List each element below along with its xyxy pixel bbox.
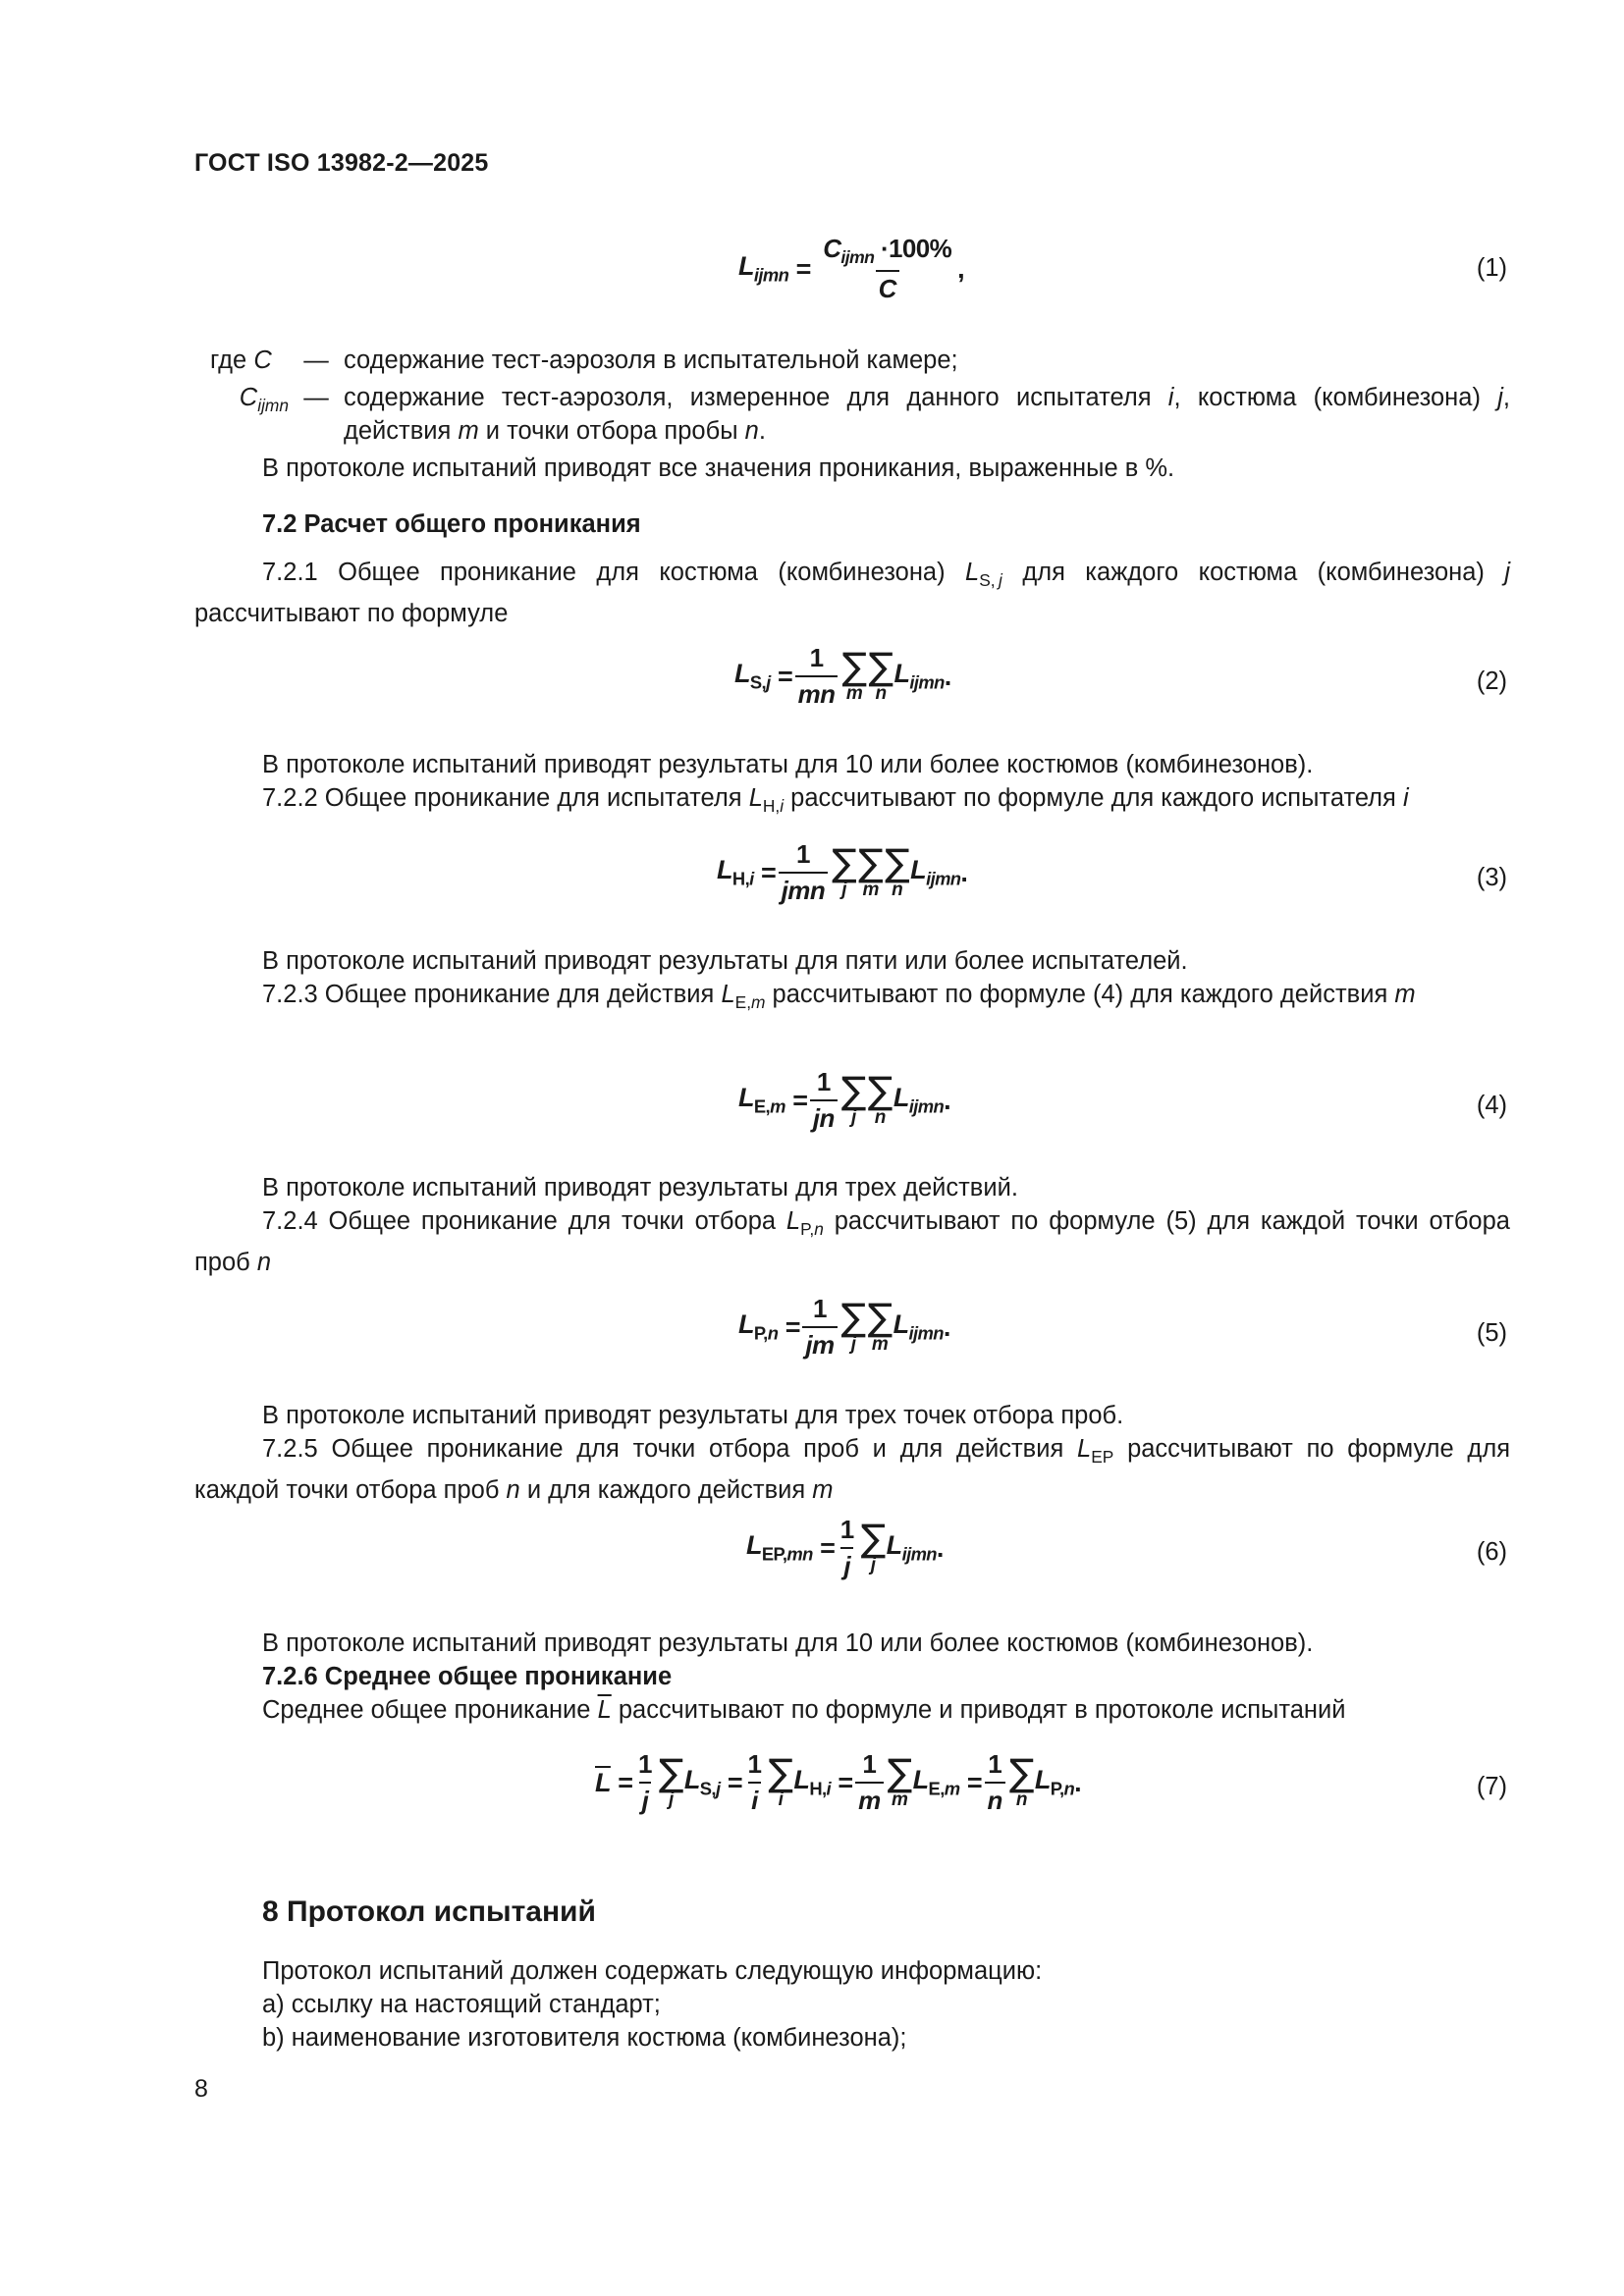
list-item-a: a) ссылку на настоящий стандарт; bbox=[262, 1991, 661, 2018]
definition-dash: — bbox=[303, 384, 329, 411]
section-8-title: 8 Протокол испытаний bbox=[262, 1896, 596, 1928]
section-7-2-title: 7.2 Расчет общего проникания bbox=[262, 510, 641, 538]
report-7-2-5: В протоколе испытаний приводят результаты для 10 или более костюмов (комбинезонов). bbox=[262, 1629, 1314, 1657]
equation-number-2: (2) bbox=[1476, 667, 1507, 695]
report-7-2-4: В протоколе испытаний приводят результаты для трех точек отбора проб. bbox=[262, 1402, 1124, 1429]
equation-number-1: (1) bbox=[1476, 254, 1507, 282]
paragraph-7-2-5: 7.2.5 Общее проникание для точки отбора проб и для действия $L_{EP}$ рассчитывают по формуле для каждой точки отбора проб n и для каждого действия m bbox=[194, 1435, 1511, 1505]
formula-4: $L_{E,m}$ = $\frac{1}{jn}$ ∑ j ∑ n $L_{ijmn}$ . bbox=[738, 1067, 950, 1133]
definition-c: где C — содержание тест-аэрозоля в испытательной камере; bbox=[194, 344, 1510, 377]
formula-1: $L_{ijmn}$ = $\frac{C_{ijmn} \cdot 100\%}{C}$ , bbox=[738, 234, 965, 304]
definitions-block bbox=[194, 344, 1510, 448]
formula-6: $L_{EP,mn}$ = $\frac{1}{j}$ ∑ j $L_{ijmn}$ . bbox=[746, 1515, 944, 1580]
list-item-b: b) наименование изготовителя костюма (комбинезона); bbox=[262, 2024, 907, 2052]
paragraph-7-2-3: 7.2.3 Общее проникание для действия $L_{E,m}$ рассчитывают по формуле (4) для каждого действия m bbox=[262, 981, 1416, 1013]
equation-number-5: (5) bbox=[1476, 1319, 1507, 1347]
where-word: где bbox=[210, 347, 247, 374]
report-7-2-2: В протоколе испытаний приводят результаты для пяти или более испытателей. bbox=[262, 947, 1188, 975]
paragraph-7-2-4: 7.2.4 Общее проникание для точки отбора $L_{P,n}$ рассчитывают по формуле (5) для каждой точки отбора проб n bbox=[194, 1207, 1510, 1277]
report-all-values: В протоколе испытаний приводят все значения проникания, выраженные в %. bbox=[262, 454, 1175, 482]
definition-cijmn: $C_{ijmn}$ — содержание тест-аэрозоля, измеренное для данного испытателя i, костюма (комбинезона) j, действия m и точки отбора пробы n. bbox=[194, 381, 1510, 448]
definition-cijmn-text: содержание тест-аэрозоля, измеренное для данного испытателя i, костюма (комбинезона) j, действия m и точки отбора пробы n. bbox=[344, 384, 1510, 445]
report-7-2-1: В протоколе испытаний приводят результаты для 10 или более костюмов (комбинезонов). bbox=[262, 751, 1314, 778]
equation-number-7: (7) bbox=[1476, 1773, 1507, 1800]
paragraph-7-2-6: Среднее общее проникание $\overline{L}$ рассчитывают по формуле и приводят в протоколе испытаний bbox=[262, 1696, 1346, 1724]
page-number: 8 bbox=[194, 2075, 208, 2103]
definition-c-text: содержание тест-аэрозоля в испытательной камере; bbox=[344, 347, 958, 374]
formula-2: $L_{S,j}$ = $\frac{1}{mn}$ ∑ m ∑ n $L_{ijmn}$ . bbox=[734, 643, 951, 709]
formula-5: $L_{P,n}$ = $\frac{1}{jm}$ ∑ j ∑ m $L_{ijmn}$ . bbox=[738, 1294, 950, 1360]
section-7-2-6-title: 7.2.6 Среднее общее проникание bbox=[262, 1663, 673, 1690]
equation-number-3: (3) bbox=[1476, 864, 1507, 891]
paragraph-7-2-2: 7.2.2 Общее проникание для испытателя $L_{H,i}$ рассчитывают по формуле для каждого испытателя i bbox=[262, 784, 1409, 817]
report-7-2-3: В протоколе испытаний приводят результаты для трех действий. bbox=[262, 1174, 1018, 1201]
definition-dash: — bbox=[303, 347, 329, 374]
document-header: ГОСТ ISO 13982-2—2025 bbox=[194, 149, 489, 177]
formula-7: $\overline{L}$ = $\frac{1}{j}$ ∑ j $L_{S,j}$ = $\frac{1}{i}$ ∑ i $L_{H,i}$ = $\frac{1}{m}$ ∑ m $L_{E,m}$ = $\frac{1}{n}$ ∑ n $L_{P,n}$ . bbox=[595, 1749, 1082, 1815]
equation-number-4: (4) bbox=[1476, 1092, 1507, 1119]
equation-number-6: (6) bbox=[1476, 1538, 1507, 1566]
section-8-intro: Протокол испытаний должен содержать следующую информацию: bbox=[262, 1957, 1043, 1985]
formula-3: $L_{H,i}$ = $\frac{1}{\text{jmn}}$ ∑ j ∑ m ∑ n $L_{ijmn}$ . bbox=[717, 839, 968, 905]
paragraph-7-2-1: 7.2.1 Общее проникание для костюма (комбинезона) $L_{S, j}$ для каждого костюма (комбинезона) j рассчитывают по формуле bbox=[194, 559, 1511, 628]
